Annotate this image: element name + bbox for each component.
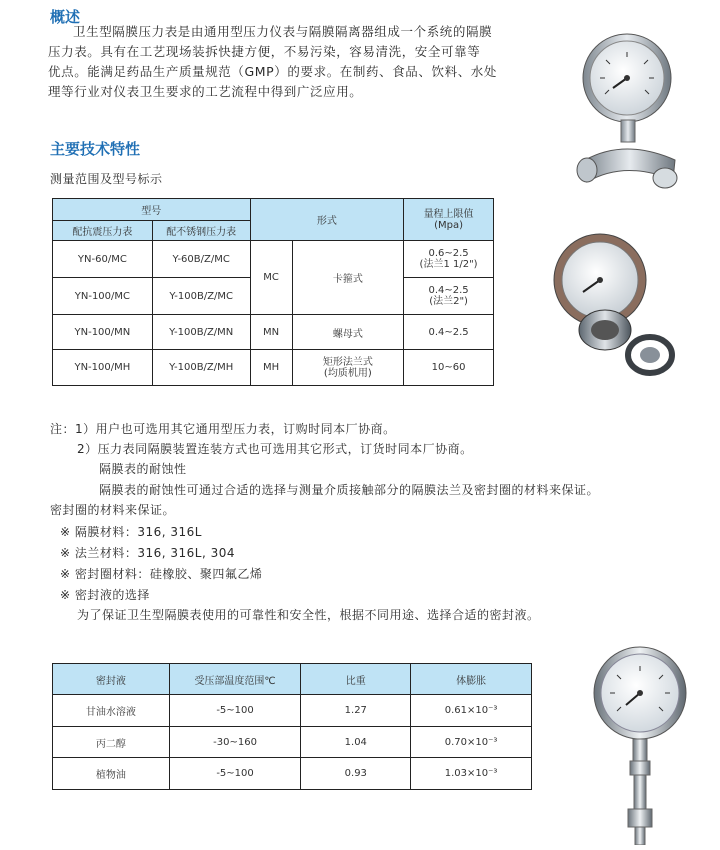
cell-form: 卡箍式 xyxy=(292,241,404,315)
material-item: ※ 密封液的选择 xyxy=(60,588,150,602)
cell-range xyxy=(404,241,494,278)
specs-subtitle: 测量范围及型号标示 xyxy=(50,172,163,186)
overview-line: 理等行业对仪表卫生要求的工艺流程中得到广泛应用。 xyxy=(48,84,363,99)
header-range xyxy=(404,199,494,241)
header-model: 型号 xyxy=(53,199,251,221)
form-note: (均质机用) xyxy=(323,367,372,379)
header-form: 形式 xyxy=(250,199,404,241)
range-value: 0.6~2.5 xyxy=(428,248,469,259)
material-item: ※ 隔膜材料：316, 316L xyxy=(60,525,202,539)
diaphragm-gauge-photo xyxy=(565,20,685,200)
cell-stainless: Y-60B/Z/MC xyxy=(152,241,250,278)
cell-sg: 0.93 xyxy=(301,758,411,790)
header-fluid: 密封液 xyxy=(53,664,170,695)
overview-paragraph xyxy=(48,22,548,102)
overview-line: 优点。能满足药品生产质量规范（GMP）的要求。在制药、食品、饮料、水处 xyxy=(48,64,498,79)
cell-range: 0.4~2.5 xyxy=(404,315,494,350)
header-temp: 受压部温度范围℃ xyxy=(169,664,301,695)
material-item: ※ 法兰材料：316, 316L, 304 xyxy=(60,546,236,560)
cell-code: MH xyxy=(250,350,292,386)
cell-seismic: YN-100/MN xyxy=(53,315,153,350)
cell-seismic: YN-60/MC xyxy=(53,241,153,278)
cell-expansion: 0.70×10⁻³ xyxy=(411,727,532,758)
stem-gauge-photo xyxy=(590,645,690,845)
form-text: 矩形法兰式 xyxy=(322,356,373,368)
range-note: (法兰2") xyxy=(429,296,468,307)
header-seismic: 配抗震压力表 xyxy=(53,221,153,241)
header-expansion: 体膨胀 xyxy=(411,664,532,695)
cell-code: MC xyxy=(250,241,292,315)
cell-form: 螺母式 xyxy=(292,315,404,350)
cell-seismic: YN-100/MH xyxy=(53,350,153,386)
overview-line: 卫生型隔膜压力表是由通用型压力仪表与隔膜隔离器组成一个系统的隔膜 xyxy=(73,24,493,39)
cell-temp: -30~160 xyxy=(169,727,301,758)
cell-form xyxy=(292,350,404,386)
header-range-text: 量程上限值 xyxy=(423,208,474,220)
note-1: 注：1）用户也可选用其它通用型压力表，订购时同本厂协商。 xyxy=(50,422,396,436)
seal-fluid-table xyxy=(52,663,532,790)
cell-sg: 1.04 xyxy=(301,727,411,758)
cell-range: 10~60 xyxy=(404,350,494,386)
table-row xyxy=(53,758,532,790)
table-row xyxy=(53,315,494,350)
cell-code: MN xyxy=(250,315,292,350)
corrosion-line: 隔膜表的耐蚀性可通过合适的选择与测量介质接触部分的隔膜法兰及密封圈的材料来保证。 xyxy=(99,483,600,497)
cell-fluid: 植物油 xyxy=(53,758,170,790)
range-model-table xyxy=(52,198,494,386)
table-row xyxy=(53,350,494,386)
table-row xyxy=(53,695,532,727)
table-row xyxy=(53,727,532,758)
cell-stainless: Y-100B/Z/MC xyxy=(152,278,250,315)
material-item: ※ 密封圈材料：硅橡胶、聚四氟乙烯 xyxy=(60,567,263,581)
cell-fluid: 甘油水溶液 xyxy=(53,695,170,727)
range-value: 0.4~2.5 xyxy=(428,285,469,296)
cell-expansion: 1.03×10⁻³ xyxy=(411,758,532,790)
cell-sg: 1.27 xyxy=(301,695,411,727)
range-note: (法兰1 1/2") xyxy=(419,259,478,270)
corrosion-line: 密封圈的材料来保证。 xyxy=(50,503,176,517)
fluid-description: 为了保证卫生型隔膜表使用的可靠性和安全性，根据不同用途、选择合适的密封液。 xyxy=(77,608,540,622)
overview-title: 概述 xyxy=(50,8,81,26)
cell-stainless: Y-100B/Z/MN xyxy=(152,315,250,350)
note-2: 2）压力表同隔膜装置连装方式也可选用其它形式，订货时同本厂协商。 xyxy=(77,442,473,456)
cell-temp: -5~100 xyxy=(169,758,301,790)
table-row xyxy=(53,241,494,278)
cell-range xyxy=(404,278,494,315)
header-sg: 比重 xyxy=(301,664,411,695)
cell-expansion: 0.61×10⁻³ xyxy=(411,695,532,727)
specs-title: 主要技术特性 xyxy=(50,140,141,158)
cell-seismic: YN-100/MC xyxy=(53,278,153,315)
header-range-unit: (Mpa) xyxy=(434,219,464,231)
cell-fluid: 丙二醇 xyxy=(53,727,170,758)
header-stainless: 配不锈钢压力表 xyxy=(152,221,250,241)
overview-line: 压力表。具有在工艺现场装拆快捷方便，不易污染，容易清洗，安全可靠等 xyxy=(48,44,481,59)
cell-temp: -5~100 xyxy=(169,695,301,727)
clamp-gauge-photo xyxy=(545,230,685,390)
cell-stainless: Y-100B/Z/MH xyxy=(152,350,250,386)
corrosion-title: 隔膜表的耐蚀性 xyxy=(99,462,187,476)
